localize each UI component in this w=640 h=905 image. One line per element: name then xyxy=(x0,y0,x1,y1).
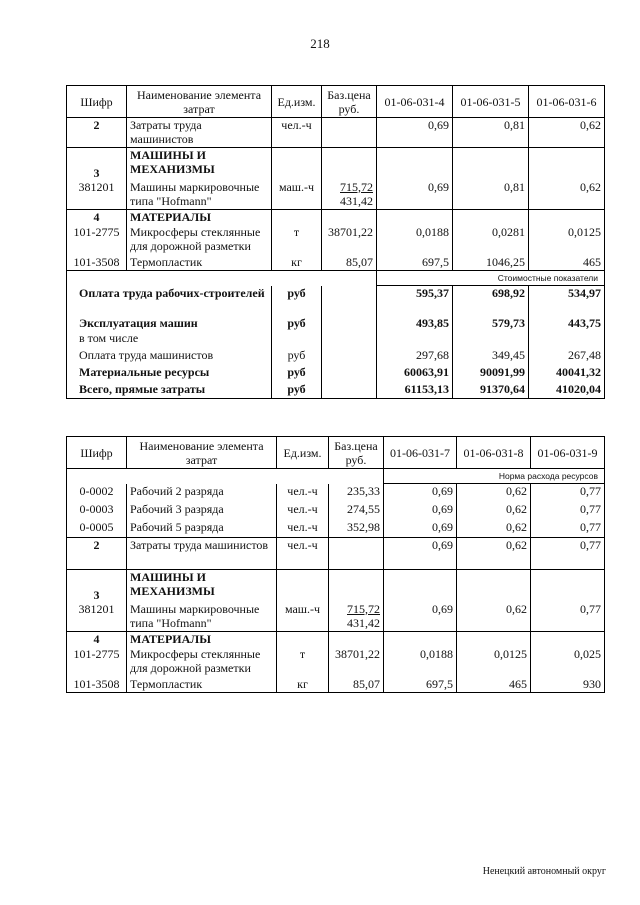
row-value: 0,0188 xyxy=(377,225,453,255)
total-unit: руб xyxy=(272,382,322,399)
row-price: 715,72 xyxy=(347,601,380,616)
row-price-secondary: 431,42 xyxy=(340,193,373,208)
row-value: 1046,25 xyxy=(453,255,529,271)
header-name: Наименование элемента затрат xyxy=(127,437,277,469)
total-value: 91370,64 xyxy=(453,382,529,399)
row-price: 352,98 xyxy=(329,520,384,538)
table-row xyxy=(67,225,605,255)
total-unit: руб xyxy=(272,286,322,316)
row-code: 381201 xyxy=(67,180,127,210)
row-unit: чел.-ч xyxy=(272,118,322,148)
header-name: Наименование элемента затрат xyxy=(127,86,272,118)
total-value: 534,97 xyxy=(529,286,605,316)
row-value: 0,69 xyxy=(384,602,457,632)
table-row xyxy=(67,484,605,502)
row-name: Термопластик xyxy=(127,255,272,271)
row-code: 381201 xyxy=(67,602,127,632)
totals-row xyxy=(67,365,605,382)
total-label: в том числе xyxy=(67,331,272,348)
row-value: 0,77 xyxy=(531,484,605,502)
row-value: 0,0125 xyxy=(457,647,531,677)
totals-row xyxy=(67,331,605,348)
row-name: Машины маркировочные типа "Hofmann" xyxy=(127,180,272,210)
total-unit: руб xyxy=(272,316,322,331)
total-value: 698,92 xyxy=(453,286,529,316)
total-label: Всего, прямые затраты xyxy=(67,382,272,399)
row-value: 0,0188 xyxy=(384,647,457,677)
row-value: 697,5 xyxy=(384,677,457,693)
row-value: 0,69 xyxy=(384,502,457,520)
header-price: Баз.цена руб. xyxy=(329,437,384,469)
row-value: 0,62 xyxy=(457,538,531,570)
total-value: 90091,99 xyxy=(453,365,529,382)
row-value: 0,0281 xyxy=(453,225,529,255)
row-value: 0,62 xyxy=(529,180,605,210)
section-code: 4 xyxy=(67,210,127,225)
row-unit: чел.-ч xyxy=(277,538,329,570)
row-name: Термопластик xyxy=(127,677,277,693)
table-row xyxy=(67,520,605,538)
total-unit: руб xyxy=(272,365,322,382)
row-name: Машины маркировочные типа "Hofmann" xyxy=(127,602,277,632)
row-code: 101-3508 xyxy=(67,677,127,693)
table-header-row xyxy=(67,86,605,118)
row-unit: чел.-ч xyxy=(277,502,329,520)
row-name: Микросферы стеклянные для дорожной разметки xyxy=(127,225,272,255)
table-row xyxy=(67,602,605,632)
section-title: МАШИНЫ И МЕХАНИЗМЫ xyxy=(127,570,277,602)
row-price: 274,55 xyxy=(329,502,384,520)
row-unit: чел.-ч xyxy=(277,484,329,502)
total-value: 493,85 xyxy=(377,316,453,331)
section-header xyxy=(67,210,605,225)
row-name: Рабочий 2 разряда xyxy=(127,484,277,502)
table-row xyxy=(67,647,605,677)
resource-table-2 xyxy=(66,436,605,693)
row-code: 101-3508 xyxy=(67,255,127,271)
row-code: 2 xyxy=(67,118,127,148)
row-code: 0-0005 xyxy=(67,520,127,538)
section-title: МАШИНЫ И МЕХАНИЗМЫ xyxy=(127,148,272,180)
total-value: 443,75 xyxy=(529,316,605,331)
row-value: 0,62 xyxy=(457,602,531,632)
section-title: МАТЕРИАЛЫ xyxy=(127,210,272,225)
footer-region: Ненецкий автономный округ xyxy=(482,866,606,877)
row-name: Рабочий 5 разряда xyxy=(127,520,277,538)
row-price: 235,33 xyxy=(329,484,384,502)
total-label: Оплата труда машинистов xyxy=(67,348,272,365)
header-unit: Ед.изм. xyxy=(277,437,329,469)
row-value: 0,81 xyxy=(453,180,529,210)
total-value: 297,68 xyxy=(377,348,453,365)
row-price: 38701,22 xyxy=(322,225,377,255)
row-value: 0,77 xyxy=(531,602,605,632)
total-value: 40041,32 xyxy=(529,365,605,382)
total-unit: руб xyxy=(272,348,322,365)
row-code: 0-0003 xyxy=(67,502,127,520)
header-col-7: 01-06-031-7 xyxy=(384,437,457,469)
row-name: Затраты труда машинистов xyxy=(127,118,272,148)
table-row xyxy=(67,677,605,693)
total-value: 267,48 xyxy=(529,348,605,365)
table-row xyxy=(67,502,605,520)
header-col-5: 01-06-031-5 xyxy=(453,86,529,118)
header-code: Шифр xyxy=(67,86,127,118)
row-name: Микросферы стеклянные для дорожной разметки xyxy=(127,647,277,677)
row-value: 0,62 xyxy=(529,118,605,148)
row-value: 0,77 xyxy=(531,520,605,538)
row-code: 101-2775 xyxy=(67,647,127,677)
row-name: Рабочий 3 разряда xyxy=(127,502,277,520)
total-label: Материальные ресурсы xyxy=(67,365,272,382)
header-col-6: 01-06-031-6 xyxy=(529,86,605,118)
section-title: МАТЕРИАЛЫ xyxy=(127,632,277,647)
row-value: 0,62 xyxy=(457,484,531,502)
table-row xyxy=(67,538,605,570)
table-row xyxy=(67,180,605,210)
section-header xyxy=(67,632,605,647)
row-unit: чел.-ч xyxy=(277,520,329,538)
section-code: 3 xyxy=(67,570,127,602)
section-code: 4 xyxy=(67,632,127,647)
subheader-row xyxy=(67,271,605,286)
total-value: 579,73 xyxy=(453,316,529,331)
total-value: 349,45 xyxy=(453,348,529,365)
row-value: 0,69 xyxy=(384,520,457,538)
total-value: 61153,13 xyxy=(377,382,453,399)
page-number: 218 xyxy=(310,36,330,51)
row-price: 85,07 xyxy=(322,255,377,271)
row-value: 0,77 xyxy=(531,502,605,520)
header-unit: Ед.изм. xyxy=(272,86,322,118)
section-header xyxy=(67,148,605,180)
row-value: 0,81 xyxy=(453,118,529,148)
row-value: 0,77 xyxy=(531,538,605,570)
row-price: 715,72 xyxy=(340,179,373,194)
row-price: 38701,22 xyxy=(329,647,384,677)
row-unit: т xyxy=(277,647,329,677)
totals-row xyxy=(67,348,605,365)
header-col-8: 01-06-031-8 xyxy=(457,437,531,469)
row-value: 0,69 xyxy=(384,484,457,502)
row-value: 697,5 xyxy=(377,255,453,271)
section-code: 3 xyxy=(67,148,127,180)
row-value: 930 xyxy=(531,677,605,693)
table-row xyxy=(67,118,605,148)
row-value: 465 xyxy=(529,255,605,271)
total-label: Эксплуатация машин xyxy=(67,316,272,331)
total-value: 60063,91 xyxy=(377,365,453,382)
row-unit: кг xyxy=(277,677,329,693)
row-value: 0,62 xyxy=(457,502,531,520)
total-label: Оплата труда рабочих-строителей xyxy=(67,286,272,316)
resource-table-1 xyxy=(66,85,605,399)
total-value: 41020,04 xyxy=(529,382,605,399)
row-unit: т xyxy=(272,225,322,255)
row-value: 0,69 xyxy=(384,538,457,570)
totals-row xyxy=(67,316,605,331)
totals-row xyxy=(67,382,605,399)
row-value: 0,025 xyxy=(531,647,605,677)
row-price: 85,07 xyxy=(329,677,384,693)
row-value: 0,62 xyxy=(457,520,531,538)
total-value: 595,37 xyxy=(377,286,453,316)
header-price: Баз.цена руб. xyxy=(322,86,377,118)
table-row xyxy=(67,255,605,271)
row-code: 2 xyxy=(67,538,127,570)
resource-norm-label: Норма расхода ресурсов xyxy=(384,469,605,484)
header-col-9: 01-06-031-9 xyxy=(531,437,605,469)
row-unit: маш.-ч xyxy=(277,602,329,632)
row-unit: кг xyxy=(272,255,322,271)
row-unit: маш.-ч xyxy=(272,180,322,210)
row-value: 0,69 xyxy=(377,118,453,148)
subheader-row xyxy=(67,469,605,484)
row-name: Затраты труда машинистов xyxy=(127,538,277,570)
cost-indicators-label: Стоимостные показатели xyxy=(377,271,605,286)
totals-row xyxy=(67,286,605,316)
row-code: 101-2775 xyxy=(67,225,127,255)
row-price-secondary: 431,42 xyxy=(347,615,380,630)
row-value: 0,69 xyxy=(377,180,453,210)
row-value: 465 xyxy=(457,677,531,693)
section-header xyxy=(67,570,605,602)
table-header-row xyxy=(67,437,605,469)
row-value: 0,0125 xyxy=(529,225,605,255)
header-code: Шифр xyxy=(67,437,127,469)
header-col-4: 01-06-031-4 xyxy=(377,86,453,118)
row-code: 0-0002 xyxy=(67,484,127,502)
